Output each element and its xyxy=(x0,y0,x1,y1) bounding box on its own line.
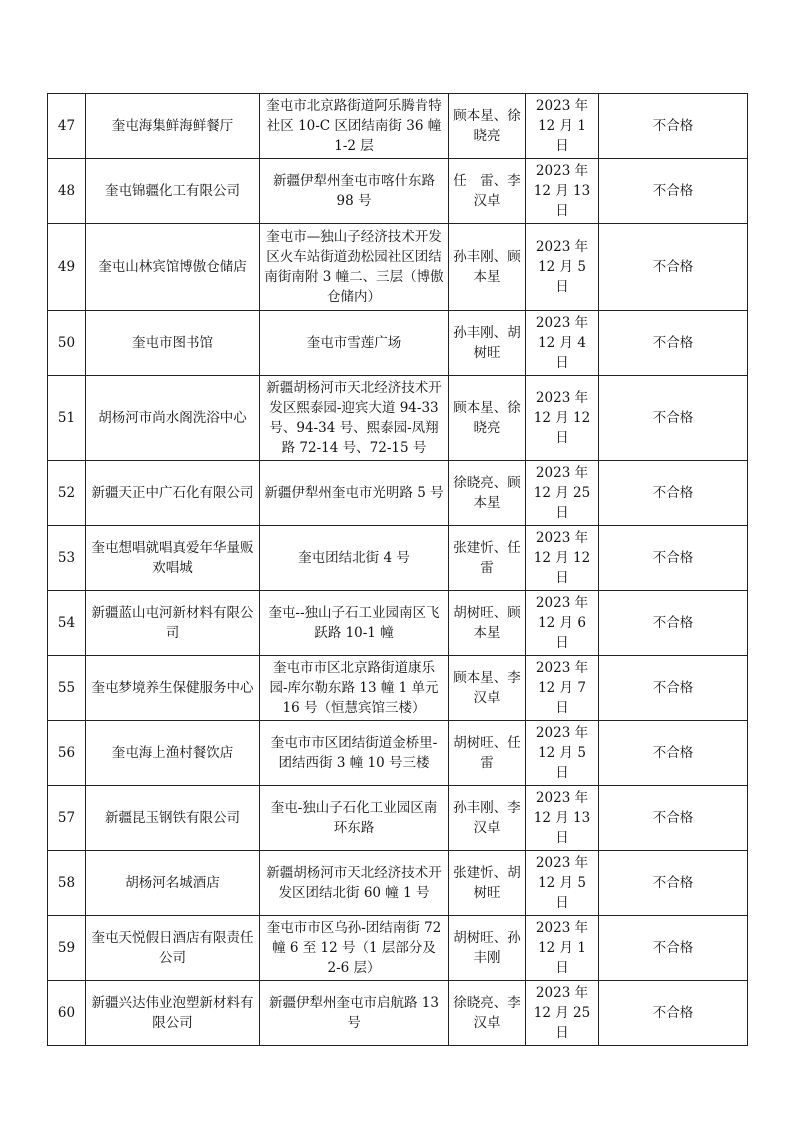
result-cell: 不合格 xyxy=(599,591,748,656)
table-row xyxy=(48,721,748,786)
table-row xyxy=(48,526,748,591)
inspection-date-cell: 2023 年 12 月 25 日 xyxy=(526,981,599,1046)
result-cell: 不合格 xyxy=(599,916,748,981)
table-row xyxy=(48,851,748,916)
table-row xyxy=(48,224,748,311)
inspectors-cell: 张建忻、胡树旺 xyxy=(449,851,526,916)
inspectors-cell: 徐晓亮、李汉卓 xyxy=(449,981,526,1046)
address-cell: 奎屯市市区北京路街道康乐园-库尔勒东路 13 幢 1 单元 16 号（恒慧宾馆三楼） xyxy=(260,656,449,721)
inspectors-cell: 任 雷、李汉卓 xyxy=(449,159,526,224)
table-row xyxy=(48,591,748,656)
table-row xyxy=(48,376,748,461)
inspection-table-body xyxy=(48,94,748,1046)
unit-name-cell: 奎屯想唱就唱真爱年华量贩欢唱城 xyxy=(86,526,260,591)
inspectors-cell: 顾本星、李汉卓 xyxy=(449,656,526,721)
inspection-date-cell: 2023 年 12 月 1 日 xyxy=(526,916,599,981)
unit-name-cell: 新疆昆玉钢铁有限公司 xyxy=(86,786,260,851)
inspectors-cell: 顾本星、徐晓亮 xyxy=(449,376,526,461)
row-number-cell: 49 xyxy=(48,224,86,311)
table-row xyxy=(48,916,748,981)
row-number-cell: 58 xyxy=(48,851,86,916)
address-cell: 新疆伊犁州奎屯市光明路 5 号 xyxy=(260,461,449,526)
table-row xyxy=(48,981,748,1046)
address-cell: 奎屯团结北街 4 号 xyxy=(260,526,449,591)
address-cell: 奎屯市市区乌孙-团结南街 72 幢 6 至 12 号（1 层部分及 2-6 层） xyxy=(260,916,449,981)
inspection-date-cell: 2023 年 12 月 12 日 xyxy=(526,526,599,591)
inspection-date-cell: 2023 年 12 月 6 日 xyxy=(526,591,599,656)
unit-name-cell: 新疆兴达伟业泡塑新材料有限公司 xyxy=(86,981,260,1046)
inspectors-cell: 张建忻、任 雷 xyxy=(449,526,526,591)
address-cell: 奎屯--独山子石工业园南区飞跃路 10-1 幢 xyxy=(260,591,449,656)
address-cell: 新疆伊犁州奎屯市喀什东路 98 号 xyxy=(260,159,449,224)
address-cell: 奎屯市北京路街道阿乐腾肯特社区 10-C 区团结南街 36 幢 1-2 层 xyxy=(260,94,449,159)
unit-name-cell: 奎屯海上渔村餐饮店 xyxy=(86,721,260,786)
result-cell: 不合格 xyxy=(599,376,748,461)
table-row xyxy=(48,786,748,851)
result-cell: 不合格 xyxy=(599,981,748,1046)
address-cell: 新疆胡杨河市天北经济技术开发区团结北街 60 幢 1 号 xyxy=(260,851,449,916)
result-cell: 不合格 xyxy=(599,159,748,224)
table-row xyxy=(48,461,748,526)
address-cell: 新疆伊犁州奎屯市启航路 13 号 xyxy=(260,981,449,1046)
result-cell: 不合格 xyxy=(599,311,748,376)
inspectors-cell: 孙丰刚、李汉卓 xyxy=(449,786,526,851)
inspectors-cell: 胡树旺、顾本星 xyxy=(449,591,526,656)
result-cell: 不合格 xyxy=(599,851,748,916)
row-number-cell: 57 xyxy=(48,786,86,851)
result-cell: 不合格 xyxy=(599,94,748,159)
inspection-date-cell: 2023 年 12 月 4 日 xyxy=(526,311,599,376)
unit-name-cell: 奎屯市图书馆 xyxy=(86,311,260,376)
result-cell: 不合格 xyxy=(599,461,748,526)
table-row xyxy=(48,656,748,721)
row-number-cell: 52 xyxy=(48,461,86,526)
inspectors-cell: 孙丰刚、胡树旺 xyxy=(449,311,526,376)
address-cell: 奎屯-独山子石化工业园区南环东路 xyxy=(260,786,449,851)
inspection-date-cell: 2023 年 12 月 7 日 xyxy=(526,656,599,721)
row-number-cell: 59 xyxy=(48,916,86,981)
row-number-cell: 48 xyxy=(48,159,86,224)
inspection-date-cell: 2023 年 12 月 13 日 xyxy=(526,786,599,851)
unit-name-cell: 胡杨河市尚水阁洗浴中心 xyxy=(86,376,260,461)
inspection-date-cell: 2023 年 12 月 12 日 xyxy=(526,376,599,461)
inspection-date-cell: 2023 年 12 月 13 日 xyxy=(526,159,599,224)
inspectors-cell: 胡树旺、任 雷 xyxy=(449,721,526,786)
unit-name-cell: 新疆蓝山屯河新材料有限公司 xyxy=(86,591,260,656)
row-number-cell: 56 xyxy=(48,721,86,786)
row-number-cell: 60 xyxy=(48,981,86,1046)
inspection-date-cell: 2023 年 12 月 25 日 xyxy=(526,461,599,526)
address-cell: 新疆胡杨河市天北经济技术开发区熙泰园-迎宾大道 94-33 号、94-34 号、熙泰园-凤翔路 72-14 号、72-15 号 xyxy=(260,376,449,461)
table-row xyxy=(48,159,748,224)
unit-name-cell: 奎屯锦疆化工有限公司 xyxy=(86,159,260,224)
table-row xyxy=(48,311,748,376)
row-number-cell: 54 xyxy=(48,591,86,656)
result-cell: 不合格 xyxy=(599,224,748,311)
unit-name-cell: 奎屯山林宾馆博傲仓储店 xyxy=(86,224,260,311)
inspection-date-cell: 2023 年 12 月 5 日 xyxy=(526,721,599,786)
row-number-cell: 47 xyxy=(48,94,86,159)
unit-name-cell: 奎屯天悦假日酒店有限责任公司 xyxy=(86,916,260,981)
inspectors-cell: 顾本星、徐晓亮 xyxy=(449,94,526,159)
result-cell: 不合格 xyxy=(599,786,748,851)
unit-name-cell: 奎屯梦境养生保健服务中心 xyxy=(86,656,260,721)
inspection-date-cell: 2023 年 12 月 5 日 xyxy=(526,224,599,311)
table-row xyxy=(48,94,748,159)
row-number-cell: 55 xyxy=(48,656,86,721)
inspection-table xyxy=(47,93,748,1046)
result-cell: 不合格 xyxy=(599,656,748,721)
row-number-cell: 50 xyxy=(48,311,86,376)
unit-name-cell: 胡杨河名城酒店 xyxy=(86,851,260,916)
address-cell: 奎屯市雪莲广场 xyxy=(260,311,449,376)
row-number-cell: 51 xyxy=(48,376,86,461)
inspection-date-cell: 2023 年 12 月 1 日 xyxy=(526,94,599,159)
inspectors-cell: 徐晓亮、顾本星 xyxy=(449,461,526,526)
result-cell: 不合格 xyxy=(599,721,748,786)
row-number-cell: 53 xyxy=(48,526,86,591)
unit-name-cell: 奎屯海集鲜海鲜餐厅 xyxy=(86,94,260,159)
inspection-date-cell: 2023 年 12 月 5 日 xyxy=(526,851,599,916)
inspectors-cell: 胡树旺、孙丰刚 xyxy=(449,916,526,981)
unit-name-cell: 新疆天正中广石化有限公司 xyxy=(86,461,260,526)
address-cell: 奎屯市市区团结街道金桥里-团结西街 3 幢 10 号三楼 xyxy=(260,721,449,786)
inspectors-cell: 孙丰刚、顾本星 xyxy=(449,224,526,311)
address-cell: 奎屯市—独山子经济技术开发区火车站街道劲松园社区团结南街南附 3 幢二、三层（博傲仓储内） xyxy=(260,224,449,311)
result-cell: 不合格 xyxy=(599,526,748,591)
